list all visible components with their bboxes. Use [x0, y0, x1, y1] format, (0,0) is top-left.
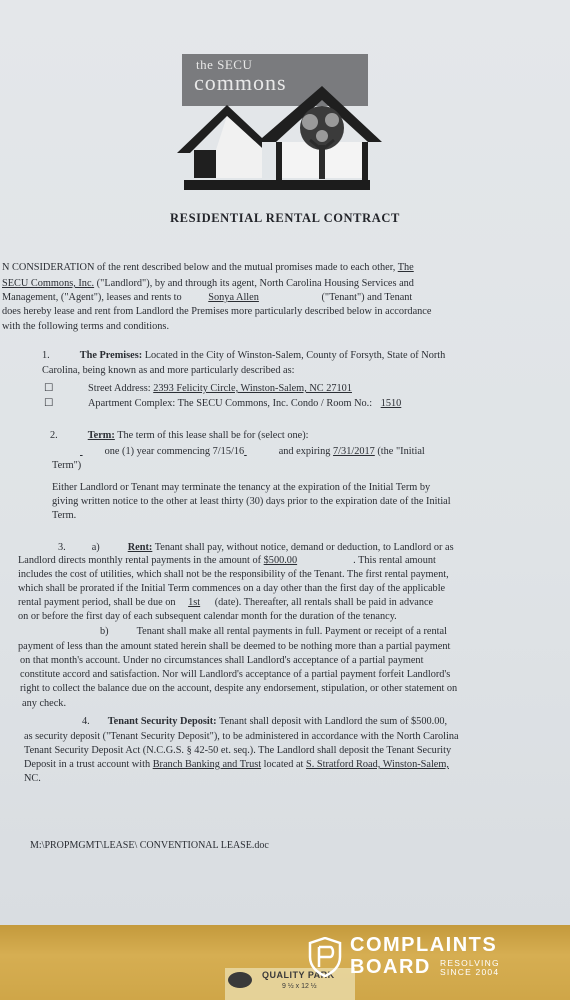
shield-icon	[308, 937, 342, 977]
deposit-line-4: Deposit in a trust account with Branch Banking and Trust located at S. Stratford Road, Winston-Salem,	[24, 759, 449, 770]
intro-line-1: N CONSIDERATION of the rent described below and the mutual promises made to each other, The	[2, 262, 414, 273]
deposit-line-2: as security deposit ("Tenant Security Deposit"), to be administered in accordance with the North Carolina	[24, 731, 459, 742]
rent-b-line-1: b) Tenant shall make all rental payments in full. Payment or receipt of a rental	[100, 626, 447, 637]
premises-complex: ☐ Apartment Complex: The SECU Commons, Inc. Condo / Room No.: 1510	[44, 398, 402, 409]
complaints-board-watermark	[308, 935, 538, 985]
intro-line-3: Management, ("Agent"), leases and rents to Sonya Allen ("Tenant") and Tenant	[2, 292, 413, 303]
file-path-footer: M:\PROPMGMT\LEASE\ CONVENTIONAL LEASE.doc	[30, 840, 269, 851]
watermark-line2: BOARD	[350, 956, 431, 978]
quality-park-logo-icon	[228, 972, 252, 988]
watermark-line1: COMPLAINTS	[350, 934, 498, 956]
rent-b-line-5: right to collect the balance due on the account, despite any endorsement, stipulation, or other statement on	[20, 683, 458, 694]
secu-commons-logo	[172, 50, 382, 198]
term-line-1: 2. Term: The term of this lease shall be for (select one):	[50, 430, 309, 441]
envelope-size: 9 ½ x 12 ½	[282, 983, 317, 990]
premises-street: ☐ Street Address: 2393 Felicity Circle, Winston-Salem, NC 27101	[44, 383, 352, 394]
intro-line-2: SECU Commons, Inc. ("Landlord"), by and through its agent, North Carolina Housing Services and	[2, 278, 414, 289]
term-line-2: one (1) year commencing 7/15/16 and expiring 7/31/2017 (the "Initial	[104, 446, 425, 457]
document-title: RESIDENTIAL RENTAL CONTRACT	[170, 211, 400, 225]
term-line-3: Term")	[52, 460, 82, 471]
rent-b-line-2: payment of less than the amount stated herein shall be deemed to be nothing more than a partial payment	[18, 641, 451, 652]
intro-line-5: with the following terms and conditions.	[2, 321, 170, 332]
term-para-1: Either Landlord or Tenant may terminate the tenancy at the expiration of the Initial Term by	[52, 482, 431, 493]
premises-line-1: 1. The Premises: Located in the City of Winston-Salem, County of Forsyth, State of North	[42, 350, 446, 361]
term-para-2: giving written notice to the other at least thirty (30) days prior to the expiration date of the Initial	[52, 496, 451, 507]
deposit-line-1: 4. Tenant Security Deposit: Tenant shall deposit with Landlord the sum of $500.00,	[82, 716, 448, 727]
house-icon	[172, 50, 382, 198]
rent-line-6: on or before the first day of each subsequent calendar month for the duration of the tenancy.	[18, 611, 397, 622]
rent-line-3: includes the cost of utilities, which shall not be the responsibility of the Tenant. The first rental payment,	[18, 569, 449, 580]
envelope-brand: QUALITY PARK	[262, 970, 335, 980]
term-para-3: Term.	[52, 510, 77, 521]
deposit-line-5: NC.	[24, 773, 41, 784]
rent-b-line-4: constitute accord and satisfaction. Nor will Landlord's acceptance of a partial payment forfeit Landlord's	[20, 669, 451, 680]
watermark-sub: RESOLVING SINCE 2004	[440, 958, 500, 977]
rent-line-2: Landlord directs monthly rental payments in the amount of $500.00 . This rental amount	[18, 555, 436, 566]
intro-line-4: does hereby lease and rent from Landlord the Premises more particularly described below in accordance	[2, 306, 432, 317]
rent-b-line-6: any check.	[22, 698, 67, 709]
logo-line1: the SECU	[196, 57, 253, 72]
premises-line-2: Carolina, being known as and more particularly described as:	[42, 365, 295, 376]
logo-line2: commons	[194, 70, 287, 95]
rent-line-4: which shall be prorated if the Initial Term commences on a day other than the first day of the applicable	[18, 583, 446, 594]
rent-line-5: rental payment period, shall be due on 1st (date). Thereafter, all rentals shall be paid in advance	[18, 597, 434, 608]
rent-line-1: 3. a) Rent: Tenant shall pay, without notice, demand or deduction, to Landlord or as	[58, 542, 454, 553]
rent-b-line-3: on that month's account. Under no circumstances shall Landlord's acceptance of a partial payment	[20, 655, 424, 666]
deposit-line-3: Tenant Security Deposit Act (N.C.G.S. § 42-50 et. seq.). The Landlord shall deposit the Tenant Security	[24, 745, 452, 756]
